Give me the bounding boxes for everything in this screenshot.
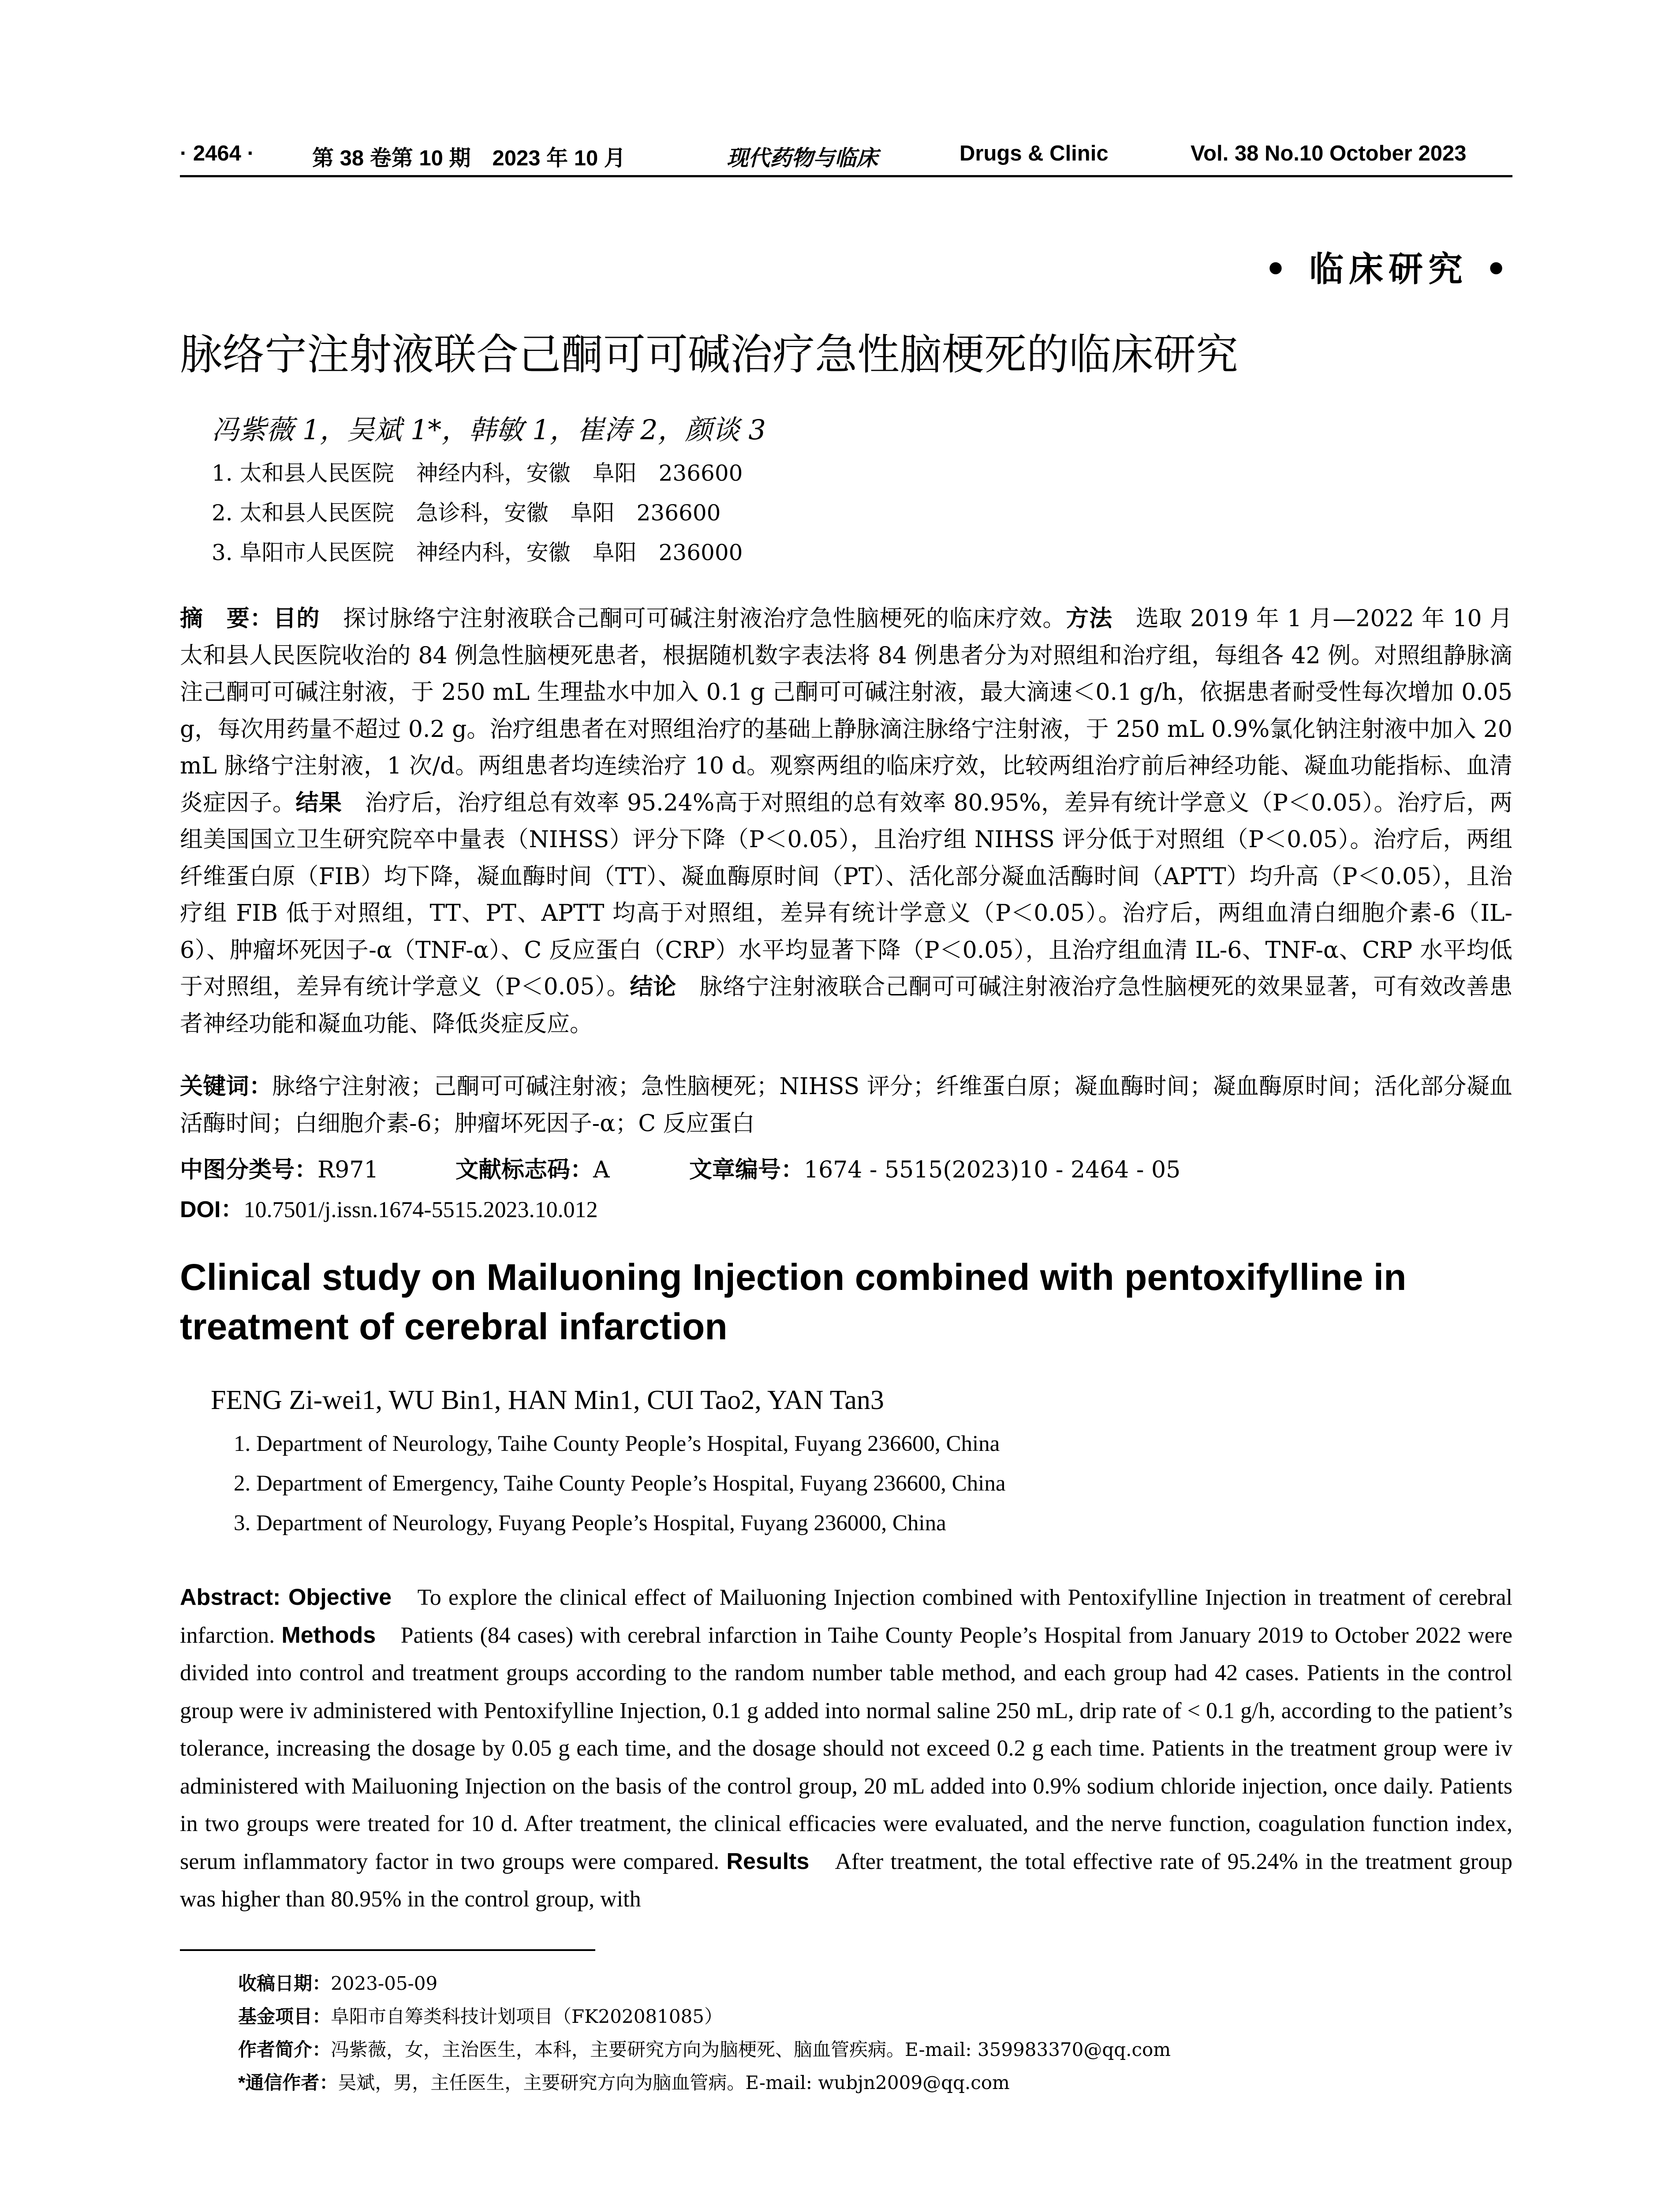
affiliation-cn-2: 2. 太和县人民医院 急诊科，安徽 阜阳 236600	[212, 500, 721, 526]
footnote-label: *通信作者：	[238, 2072, 338, 2093]
results-en-label: Results	[726, 1848, 810, 1874]
authors-en: FENG Zi-wei1, WU Bin1, HAN Min1, CUI Tao2, YAN Tan3	[211, 1385, 884, 1415]
abstract-cn	[180, 601, 1512, 1043]
footnote-text: 吴斌，男，主任医生，主要研究方向为脑血管病。E-mail: wubjn2009@qq.com	[338, 2072, 1010, 2093]
running-header	[180, 141, 1512, 173]
objective-en-label: Objective	[288, 1585, 392, 1610]
abstract-cn-label: 摘 要：	[180, 606, 273, 632]
footnote-label: 收稿日期：	[238, 1973, 331, 1994]
clc-value: R971	[317, 1157, 379, 1183]
header-rule	[180, 175, 1512, 177]
clc-label: 中图分类号：	[180, 1157, 318, 1183]
keywords-cn-label: 关键词：	[180, 1074, 273, 1099]
paper-title-cn: 脉络宁注射液联合己酮可可碱治疗急性脑梗死的临床研究	[180, 331, 1238, 378]
footnote-received	[238, 1969, 437, 1996]
journal-name-cn: 现代药物与临床	[727, 145, 878, 171]
objective-en-text: To explore the clinical effect of Mailuoning Injection combined with Pentoxifylline Injection in treatment of cerebral infarction.	[180, 1585, 1512, 1648]
results-cn-text: 治疗后，治疗组总有效率 95.24%高于对照组的总有效率 80.95%，差异有统计学意义（P＜0.05）。治疗后，两组美国国立卫生研究院卒中量表（NIHSS）评分下降（P＜0.05），且治疗组 NIHSS 评分低于对照组（P＜0.05）。治疗后，两组纤维蛋白原（FIB）均下降，凝血酶时间（TT）、凝血酶原时间（PT）、活化部分凝血活酶时间（APTT）均升高（P＜0.05），且治疗组 FIB 低于对照组，TT、PT、APTT 均高于对照组，差异有统计学意义（P＜0.05）。治疗后，两组血清白细胞介素-6（IL-6）、肿瘤坏死因子-α（TNF-α）、C 反应蛋白（CRP）水平均显著下降（P＜0.05），且治疗组血清 IL-6、TNF-α、CRP 水平均低于对照组，差异有统计学意义（P＜0.05）。	[180, 789, 1512, 1000]
objective-cn-label: 目的	[273, 606, 320, 632]
footnote-text: 2023-05-09	[331, 1973, 438, 1994]
doi-value: 10.7501/j.issn.1674-5515.2023.10.012	[243, 1197, 598, 1222]
footnote-text: 阜阳市自筹类科技计划项目（FK202081085）	[331, 2006, 723, 2027]
authors-cn: 冯紫薇 1，吴斌 1*，韩敏 1，崔涛 2，颜谈 3	[212, 414, 766, 446]
methods-cn-text: 选取 2019 年 1 月—2022 年 10 月太和县人民医院收治的 84 例急性脑梗死患者，根据随机数字表法将 84 例患者分为对照组和治疗组，每组各 42 例。对照组静脉滴注己酮可可碱注射液，于 250 mL 生理盐水中加入 0.1 g 己酮可可碱注射液，最大滴速＜0.1 g/h，依据患者耐受性每次增加 0.05 g，每次用药量不超过 0.2 g。治疗组患者在对照组治疗的基础上静脉滴注脉络宁注射液，于 250 mL 0.9%氯化钠注射液中加入 20 mL 脉络宁注射液，1 次/d。两组患者均连续治疗 10 d。观察两组的临床疗效，比较两组治疗前后神经功能、凝血功能指标、血清炎症因子。	[180, 605, 1512, 816]
issue-cn: 第 38 卷第 10 期 2023 年 10 月	[312, 146, 626, 170]
doi-line	[180, 1191, 598, 1224]
methods-en-text: Patients (84 cases) with cerebral infarction in Taihe County People’s Hospital from January 2019 to October 2022 were divided into control and treatment groups according to the random number table method, and each group had 42 cases. Patients in the control group were iv administered with Pentoxifylline Injection, 0.1 g added into normal saline 250 mL, drip rate of < 0.1 g/h, according to the patient’s tolerance, increasing the dosage by 0.05 g each time, and the dosage should not exceed 0.2 g each time. Patients in the treatment group were iv administered with Mailuoning Injection on the basis of the control group, 20 mL added into 0.9% sodium chloride injection, once daily. Patients in two groups were treated for 10 d. After treatment, the clinical efficacies were evaluated, and the nerve function, coagulation function index, serum inflammatory factor in two groups were compared.	[180, 1622, 1512, 1874]
methods-en-label: Methods	[281, 1622, 376, 1648]
footnote-author-bio	[238, 2035, 1171, 2062]
classification-line	[180, 1151, 1180, 1184]
conclusion-cn-label: 结论	[630, 974, 676, 1000]
paper-title-en: Clinical study on Mailuoning Injection combined with pentoxifylline in treatment of cerebral infarction	[180, 1256, 1407, 1347]
affiliation-en-1: 1. Department of Neurology, Taihe County People’s Hospital, Fuyang 236600, China	[234, 1431, 1000, 1456]
footnote-corresponding	[238, 2068, 1010, 2095]
footnote-funding	[238, 2002, 723, 2029]
results-en-text: After treatment, the total effective rate of 95.24% in the treatment group was higher than 80.95% in the control group, with	[180, 1849, 1513, 1912]
doc-code-label: 文献标志码：	[455, 1157, 594, 1183]
affiliation-cn-3: 3. 阜阳市人民医院 神经内科，安徽 阜阳 236000	[212, 540, 743, 565]
methods-cn-label: 方法	[1066, 606, 1113, 632]
section-heading: • 临床研究 •	[1264, 249, 1512, 289]
keywords-cn-text: 脉络宁注射液；己酮可可碱注射液；急性脑梗死；NIHSS 评分；纤维蛋白原；凝血酶时间；凝血酶原时间；活化部分凝血活酶时间；白细胞介素-6；肿瘤坏死因子-α；C 反应蛋白	[180, 1073, 1512, 1137]
footnote-rule	[180, 1949, 595, 1951]
issue-en: Vol. 38 No.10 October 2023	[1191, 142, 1467, 165]
journal-name-en: Drugs & Clinic	[959, 142, 1109, 165]
abstract-en-label: Abstract:	[180, 1585, 288, 1610]
affiliation-en-2: 2. Department of Emergency, Taihe County People’s Hospital, Fuyang 236600, China	[234, 1471, 1006, 1496]
conclusion-cn-text: 脉络宁注射液联合己酮可可碱注射液治疗急性脑梗死的效果显著，可有效改善患者神经功能和凝血功能、降低炎症反应。	[180, 974, 1512, 1037]
objective-cn-text: 探讨脉络宁注射液联合己酮可可碱注射液治疗急性脑梗死的临床疗效。	[320, 605, 1066, 632]
affiliation-cn-1: 1. 太和县人民医院 神经内科，安徽 阜阳 236600	[212, 460, 743, 486]
footnote-label: 基金项目：	[238, 2006, 331, 2027]
doi-label: DOI：	[180, 1197, 244, 1222]
doc-code-value: A	[593, 1157, 610, 1183]
article-no-value: 1674 - 5515(2023)10 - 2464 - 05	[804, 1157, 1181, 1183]
footnote-text: 冯紫薇，女，主治医生，本科，主要研究方向为脑梗死、脑血管疾病。E-mail: 359983370@qq.com	[331, 2039, 1171, 2060]
results-cn-label: 结果	[295, 790, 342, 816]
abstract-en	[180, 1579, 1512, 1918]
affiliation-en-3: 3. Department of Neurology, Fuyang People’s Hospital, Fuyang 236000, China	[234, 1511, 946, 1536]
footnote-label: 作者简介：	[238, 2039, 331, 2060]
page-number: · 2464 ·	[180, 142, 254, 165]
keywords-cn	[180, 1069, 1512, 1142]
article-no-label: 文章编号：	[689, 1157, 804, 1183]
